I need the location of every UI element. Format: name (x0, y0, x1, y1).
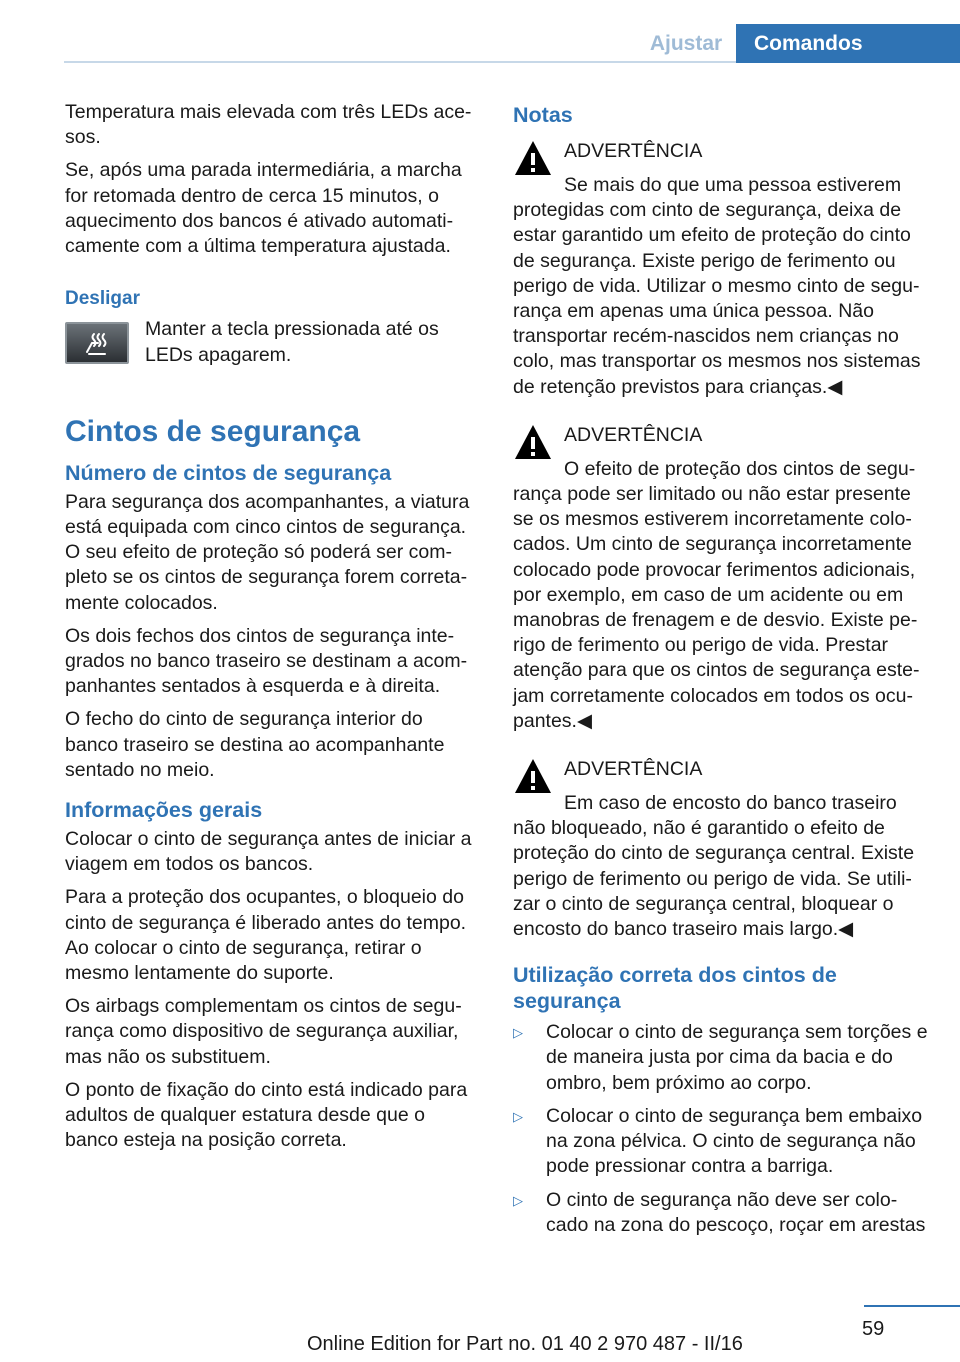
list-item (513, 1104, 931, 1180)
paragraph-leds: Temperatura mais elevada com três LEDs ace‐sos. (65, 101, 472, 149)
list-item-text: Colocar o cinto de segurança sem torções e de maneira justa por cima da bacia e do ombro, bem próximo ao corpo. (546, 1021, 928, 1094)
warning-triangle-icon (513, 139, 553, 179)
list-item-text: O cinto de segurança não deve ser colo‐cado na zona do pescoço, roçar em arestas (546, 1188, 926, 1236)
desligar-text: Manter a tecla pressionada até os LEDs apagarem. (145, 318, 439, 366)
bullet-triangle-icon: ▷ (513, 1108, 523, 1124)
warning-text: Em caso de encosto do banco traseiro não bloqueado, não é garantido o efeito de proteção do cinto de segurança central. Existe perigo de ferimento ou perigo de vida. Se utili‐zar o cinto de segurança central, bloquear o encosto do banco traseiro mais largo.◀ (513, 792, 915, 941)
warning-triangle-icon (513, 423, 553, 463)
subsection-utilizacao-correta: Utilização correta dos cintos de segurança (513, 963, 837, 1014)
warning-title: ADVERTÊNCIA (564, 423, 703, 446)
paragraph-fechos: Os dois fechos dos cintos de segurança inte‐grados no banco traseiro se destinam a acom‐panhantes sentados à esquerda e à direita. (65, 624, 468, 698)
bullet-triangle-icon: ▷ (513, 1025, 523, 1041)
page-number: 59 (862, 1318, 885, 1340)
tab-ajustar[interactable]: Ajustar (649, 31, 723, 55)
paragraph-fecho-interior: O fecho do cinto de segurança interior do banco traseiro se destina ao acompanhante sentado no meio. (65, 708, 445, 781)
section-title-cintos: Cintos de segurança (65, 414, 361, 448)
warning-text: Se mais do que uma pessoa estiverem protegidas com cinto de segurança, deixa de estar garantido um efeito de proteção do cinto de segurança. Existe perigo de ferimento ou perigo de vida. Utilizar o mesmo cinto de segu‐rança em apenas uma única pessoa. Não transportar recém-nascidos nem crianças no colo, mas transportar os mesmos nos sistemas de retenção previstos para crianças.◀ (513, 174, 921, 398)
seat-heating-button-icon (65, 322, 129, 364)
bullet-triangle-icon: ▷ (513, 1192, 523, 1208)
list-item (513, 1020, 931, 1096)
left-column (65, 100, 480, 1162)
desligar-row (65, 317, 480, 367)
warning-triangle-icon (513, 757, 553, 797)
paragraph-cinco-cintos: Para segurança dos acompanhantes, a viatura está equipada com cinco cintos de segurança. O seu efeito de proteção só poderá ser com‐pleto se os cintos de segurança forem correta‐mente colocados. (65, 490, 470, 614)
paragraph-ponto-fixacao: O ponto de fixação do cinto está indicado para adultos de qualquer estatura desde que o banco esteja na posição correta. (65, 1078, 468, 1152)
right-column (513, 100, 931, 1246)
list-item-text: Colocar o cinto de segurança bem embaixo na zona pélvica. O cinto de segurança não pode pressionar contra a barriga. (546, 1104, 923, 1178)
usage-list (513, 1020, 931, 1238)
warning-title: ADVERTÊNCIA (564, 140, 703, 162)
subsection-informacoes-gerais: Informações gerais (65, 798, 263, 823)
paragraph-colocar-cinto: Colocar o cinto de segurança antes de iniciar a viagem em todos os bancos. (65, 828, 472, 876)
edition-note: Online Edition for Part no. 01 40 2 970 487 - II/16 (307, 1333, 743, 1355)
warning-text: O efeito de proteção dos cintos de segu‐rança pode ser limitado ou não estar presente se os mesmos estiverem incorretamente colo‐cados. Um cinto de segurança incorretamente colocado pode provocar ferimentos adicionais, por exemplo, em caso de um acidente ou em manobras de frenagem e de desvio. Existe pe‐rigo de ferimento ou perigo de vida. Prestar atenção para que os cintos de segurança este‐jam corretamente colocados em todos os ocu‐pantes.◀ (513, 457, 920, 732)
paragraph-protecao: Para a proteção dos ocupantes, o bloqueio do cinto de segurança é liberado antes do tempo. Ao colocar o cinto de segurança, retirar o mesmo lentamente do suporte. (65, 886, 467, 985)
tab-comandos[interactable]: Comandos (736, 24, 960, 63)
warning-title: ADVERTÊNCIA (564, 758, 703, 781)
warning-block (513, 420, 931, 734)
list-item (513, 1188, 931, 1238)
warning-block (513, 136, 931, 400)
desligar-heading: Desligar (65, 288, 140, 310)
paragraph-reactivation: Se, após uma parada intermediária, a marcha for retomada dentro de cerca 15 minutos, o aquecimento dos bancos é ativado automati‐camente com a última temperatura ajustada. (65, 159, 462, 258)
warning-block (513, 754, 931, 942)
paragraph-airbags: Os airbags complementam os cintos de segu‐rança como dispositivo de segurança auxiliar, mas não os substituem. (65, 995, 462, 1068)
subsection-numero-cintos: Número de cintos de segurança (65, 460, 392, 485)
subsection-notas: Notas (513, 103, 573, 127)
footer-rule (864, 1305, 960, 1307)
